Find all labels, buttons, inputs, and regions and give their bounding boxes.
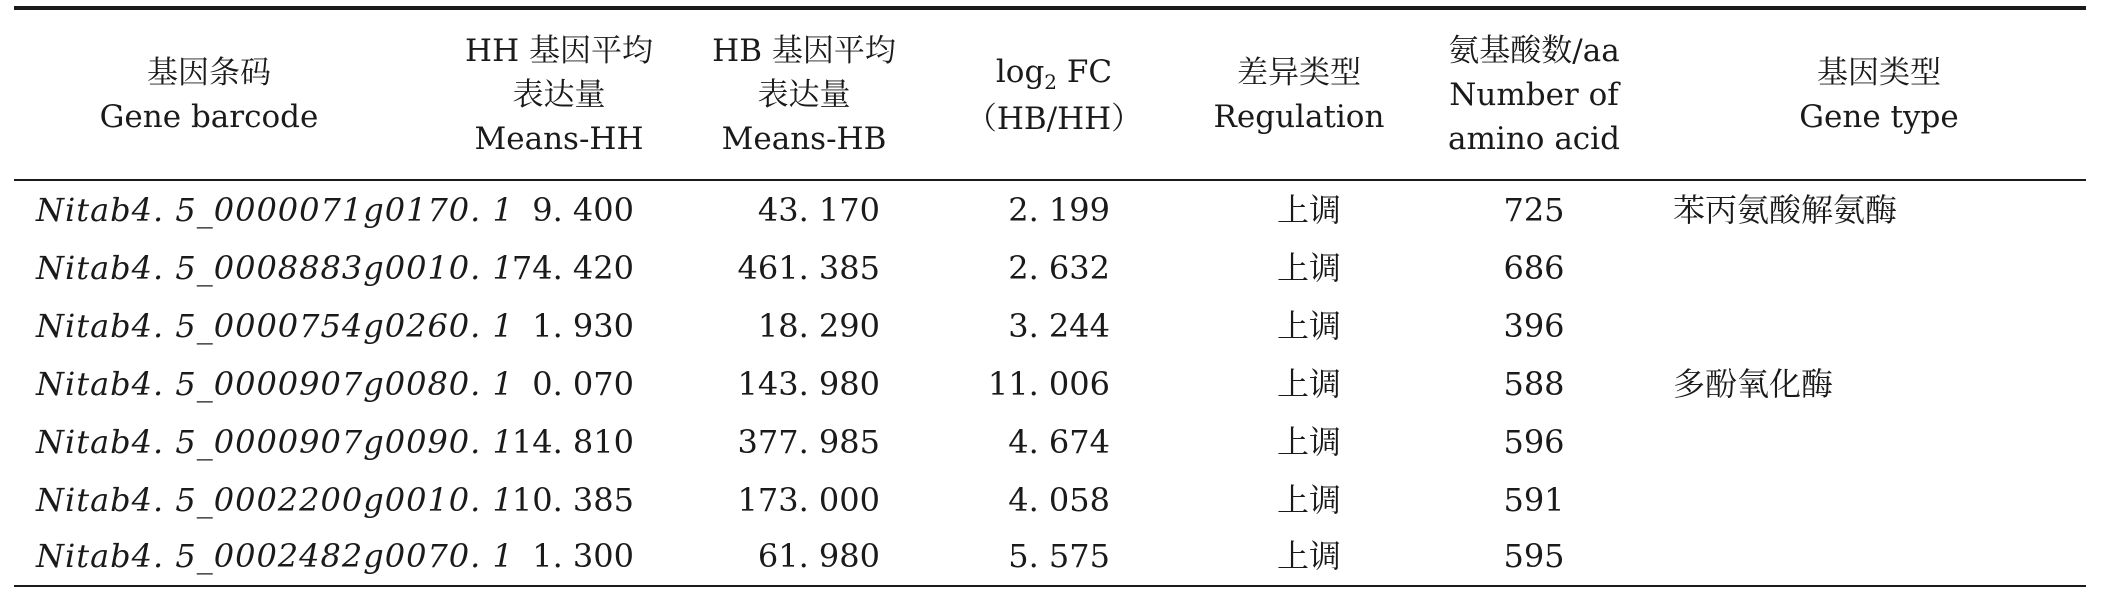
gene-barcode-cell: Nitab4. 5_0002200g0010. 1 (36, 481, 514, 519)
amino-acid-cell: 596 (1503, 423, 1565, 461)
means-hh-cell: 0. 070 (532, 365, 634, 403)
regulation-cell: 上调 (1276, 481, 1341, 519)
header-gene-type: 基因类型 Gene type (1799, 55, 1959, 135)
header-regulation: 差异类型 Regulation (1213, 55, 1385, 135)
means-hb-cell: 461. 385 (737, 249, 880, 287)
gene-barcode-cell: Nitab4. 5_0000907g0090. 1 (36, 423, 514, 461)
means-hb-cell: 61. 980 (757, 537, 880, 575)
header-means-hh: HH 基因平均 表达量 Means-HH (465, 33, 653, 157)
means-hh-cell: 1. 930 (532, 307, 634, 345)
means-hh-cell: 14. 810 (511, 423, 634, 461)
gene-barcode-cell: Nitab4. 5_0002482g0070. 1 (36, 537, 514, 575)
log2-fc-cell: 4. 058 (1008, 481, 1110, 519)
amino-acid-cell: 595 (1503, 537, 1565, 575)
log2-fc-cell: 4. 674 (1008, 423, 1110, 461)
log2-fc-cell: 11. 006 (987, 365, 1110, 403)
regulation-cell: 上调 (1276, 191, 1341, 229)
header-gene-barcode: 基因条码 Gene barcode (99, 55, 319, 135)
amino-acid-cell: 396 (1503, 307, 1565, 345)
table-row (14, 471, 2086, 529)
log2-fc-cell: 2. 199 (1008, 191, 1110, 229)
means-hb-cell: 43. 170 (757, 191, 880, 229)
header-means-hb: HB 基因平均 表达量 Means-HB (712, 33, 896, 157)
gene-barcode-cell: Nitab4. 5_0000071g0170. 1 (36, 191, 514, 229)
means-hb-cell: 377. 985 (737, 423, 880, 461)
gene-expression-table (14, 0, 2086, 608)
table-row (14, 181, 2086, 239)
gene-type-cell: 苯丙氨酸解氨酶 (1673, 191, 1898, 229)
means-hh-cell: 1. 300 (532, 537, 634, 575)
means-hb-cell: 143. 980 (737, 365, 880, 403)
top-rule (14, 6, 2086, 10)
means-hb-cell: 173. 000 (737, 481, 880, 519)
regulation-cell: 上调 (1276, 307, 1341, 345)
header-amino-acid: 氨基酸数/aa Number of amino acid (1448, 33, 1620, 157)
bottom-rule (14, 585, 2086, 587)
means-hh-cell: 9. 400 (532, 191, 634, 229)
regulation-cell: 上调 (1276, 249, 1341, 287)
log2-fc-cell: 2. 632 (1008, 249, 1110, 287)
table-row (14, 413, 2086, 471)
regulation-cell: 上调 (1276, 423, 1341, 461)
table-row (14, 355, 2086, 413)
gene-type-cell: 多酚氧化酶 (1673, 365, 1834, 403)
means-hb-cell: 18. 290 (757, 307, 880, 345)
gene-barcode-cell: Nitab4. 5_0000907g0080. 1 (36, 365, 514, 403)
amino-acid-cell: 686 (1503, 249, 1565, 287)
regulation-cell: 上调 (1276, 365, 1341, 403)
log2-fc-label: $\log_2$ FC (995, 53, 1113, 94)
means-hh-cell: 74. 420 (511, 249, 634, 287)
regulation-cell: 上调 (1276, 537, 1341, 575)
amino-acid-cell: 725 (1503, 191, 1565, 229)
log2-fc-cell: 3. 244 (1008, 307, 1110, 345)
means-hh-cell: 10. 385 (511, 481, 634, 519)
gene-barcode-cell: Nitab4. 5_0008883g0010. 1 (36, 249, 514, 287)
header-log2-fc: $\log_2$ FC （HB/HH） (949, 14, 1159, 176)
log2-fc-cell: 5. 575 (1008, 537, 1110, 575)
amino-acid-cell: 591 (1503, 481, 1565, 519)
amino-acid-cell: 588 (1503, 365, 1565, 403)
table-row (14, 297, 2086, 355)
table-row (14, 239, 2086, 297)
gene-barcode-cell: Nitab4. 5_0000754g0260. 1 (36, 307, 514, 345)
table-row (14, 527, 2086, 585)
